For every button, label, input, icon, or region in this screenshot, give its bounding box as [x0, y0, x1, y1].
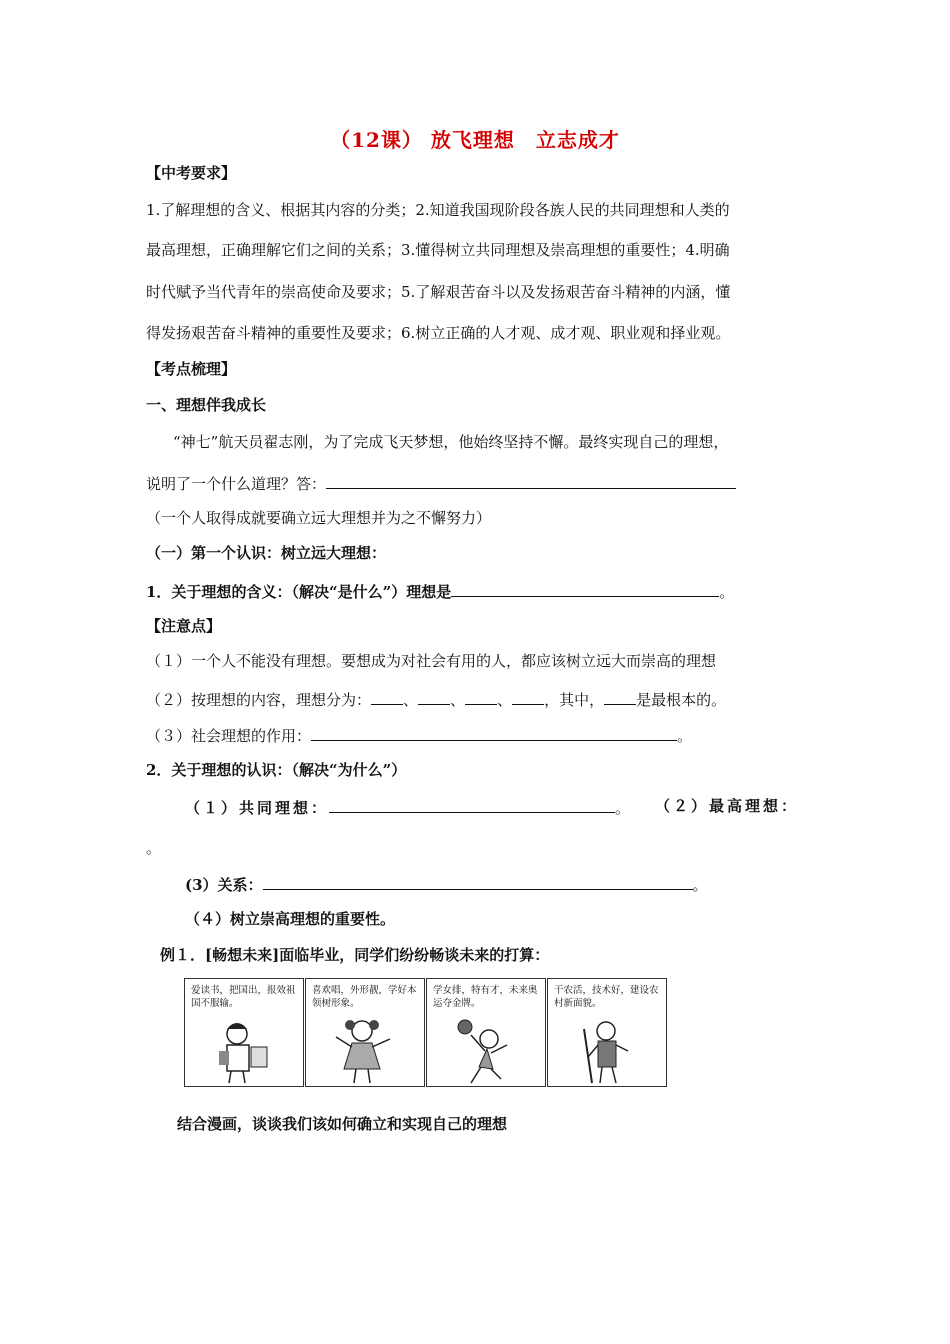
case-line-1: “神七”航天员翟志刚，为了完成飞天梦想，他始终坚持不懈。最终实现自己的理想， — [173, 433, 729, 451]
volleyball-player-illustration — [427, 979, 545, 1086]
comic-panel — [426, 978, 546, 1087]
period: 。 — [615, 799, 634, 817]
answer-blank[interactable] — [371, 688, 403, 705]
exam-req-line-1: 1.了解理想的含义、根据其内容的分类；2.知道我国现阶段各族人民的共同理想和人类的 — [146, 201, 730, 219]
case-line-2 — [146, 472, 736, 494]
exam-req-line-3: 时代赋予当代青年的崇高使命及要求；5.了解艰苦奋斗以及发扬艰苦奋斗精神的内涵，懂 — [146, 283, 731, 301]
question-2-4: （４）树立崇高理想的重要性。 — [185, 910, 396, 928]
separator: 、 — [403, 691, 419, 709]
answer-blank[interactable] — [263, 873, 693, 890]
comic-caption: 干农活，技术好，建设农村新面貌。 — [554, 985, 659, 1009]
question-2: 2．关于理想的认识：（解决“为什么”） — [146, 761, 407, 779]
exam-req-line-2: 最高理想，正确理解它们之间的关系；3.懂得树立共同理想及崇高理想的重要性；4.明确 — [146, 241, 730, 259]
question-2-3 — [185, 873, 708, 895]
answer-blank[interactable] — [326, 472, 736, 489]
comic-prompt: 结合漫画，谈谈我们该如何确立和实现自己的理想 — [177, 1115, 508, 1133]
question-1 — [146, 580, 734, 602]
comic-caption: 学女排，特有才，未来奥运夺金牌。 — [433, 985, 538, 1009]
girl-singing-illustration — [306, 979, 424, 1086]
example-1: 例１．[畅想未来]面临毕业，同学们纷纷畅谈未来的打算： — [160, 946, 550, 964]
note-2-suffix: 是最根本的。 — [636, 691, 727, 709]
comic-caption: 喜欢唱，外形靓，学好本领树形象。 — [312, 985, 417, 1009]
review-heading: 【考点梳理】 — [146, 360, 237, 378]
separator: 、 — [497, 691, 513, 709]
page-title: （12课） 放飞理想 立志成才 — [330, 128, 620, 152]
note-2-mid: ，其中， — [544, 691, 605, 709]
answer-blank[interactable] — [512, 688, 544, 705]
relationship-label: (3）关系： — [185, 876, 263, 894]
note-3-label: （３）社会理想的作用： — [146, 727, 312, 745]
case-answer: （一个人取得成就要确立远大理想并为之不懈努力） — [146, 509, 492, 527]
part1-heading: 一、理想伴我成长 — [146, 396, 267, 414]
comic-panel — [305, 978, 425, 1087]
period: 。 — [692, 876, 708, 894]
period: 。 — [677, 727, 693, 745]
case-question: 说明了一个什么道理？答： — [146, 475, 327, 493]
note-1: （１）一个人不能没有理想。要想成为对社会有用的人，都应该树立远大而崇高的理想 — [146, 652, 717, 670]
comic-caption: 爱读书，把国出，报效祖国不服输。 — [191, 985, 296, 1009]
separator: 、 — [450, 691, 466, 709]
farmer-illustration — [548, 979, 666, 1086]
answer-blank[interactable] — [451, 580, 719, 597]
answer-blank[interactable] — [465, 688, 497, 705]
highest-ideal-label: （２）最高理想： — [655, 797, 800, 815]
note-2 — [146, 688, 726, 710]
subsection-1-heading: （一）第一个认识：树立远大理想： — [146, 544, 387, 562]
note-3 — [146, 724, 692, 746]
answer-blank[interactable] — [329, 796, 615, 813]
exam-req-line-4: 得发扬艰苦奋斗精神的重要性及要求；6.树立正确的人才观、成才观、职业观和择业观。 — [146, 324, 731, 342]
student-reading-illustration — [185, 979, 303, 1086]
question-1-label: 1．关于理想的含义：（解决“是什么”）理想是 — [146, 583, 452, 601]
comic-strip — [184, 978, 668, 1086]
common-ideal-label: （１）共同理想： — [185, 799, 330, 817]
comic-panel — [184, 978, 304, 1087]
period: 。 — [719, 583, 735, 601]
comic-panel — [547, 978, 667, 1087]
question-2-1 — [185, 796, 633, 818]
note-2-prefix: （２）按理想的内容，理想分为： — [146, 691, 372, 709]
period: 。 — [146, 839, 162, 857]
answer-blank[interactable] — [311, 724, 677, 741]
exam-requirements-heading: 【中考要求】 — [146, 164, 237, 182]
answer-blank[interactable] — [418, 688, 450, 705]
notes-heading: 【注意点】 — [146, 617, 222, 635]
answer-blank[interactable] — [604, 688, 636, 705]
